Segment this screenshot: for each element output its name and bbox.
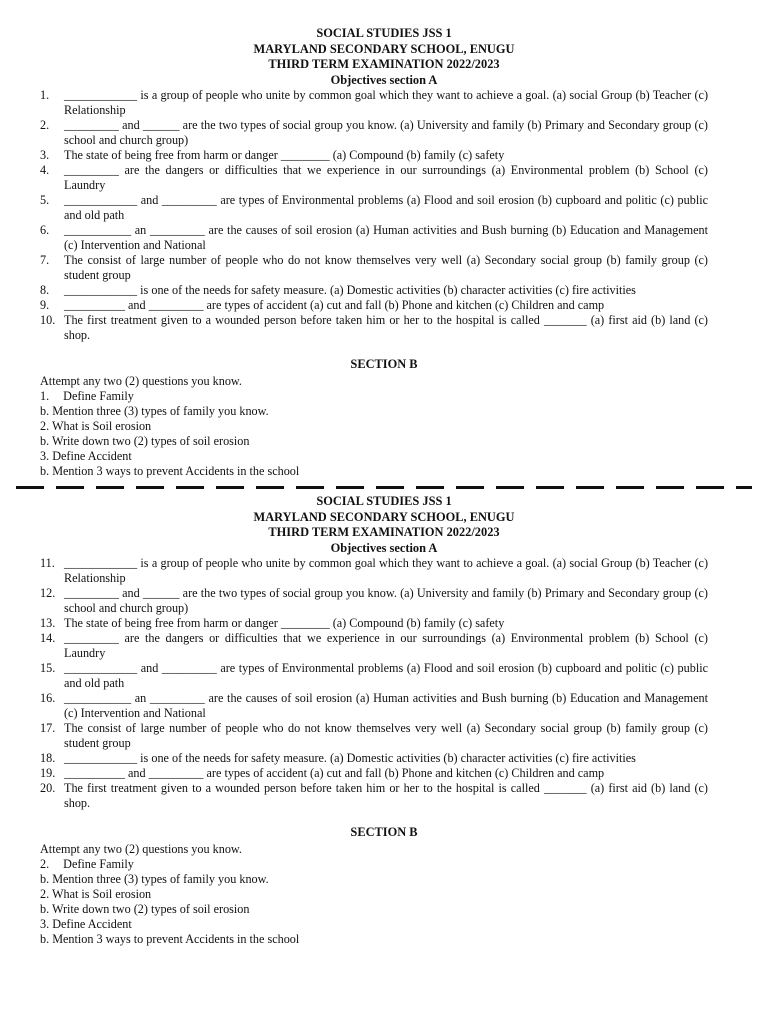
exam-title: THIRD TERM EXAMINATION 2022/2023: [268, 57, 500, 71]
section-a-title: Objectives section A: [330, 72, 438, 87]
section-b-line: b. Mention three (3) types of family you know.: [40, 404, 269, 418]
section-b-line: b. Write down two (2) types of soil erosion: [40, 902, 250, 916]
section-b-line: 2. What is Soil erosion: [40, 887, 152, 901]
question-text: ___________ an _________ are the causes of soil erosion (a) Human activities and Bush burning (b) Education and Management (c) Intervention and National: [64, 223, 708, 252]
question-item: [0, 586, 768, 616]
question-item: [0, 283, 768, 298]
section-b-instruction: Attempt any two (2) questions you know.: [40, 374, 242, 388]
question-item: [0, 616, 768, 631]
question-number: 14.: [40, 631, 56, 645]
question-number: 9.: [40, 298, 50, 312]
question-item: [0, 691, 768, 721]
question-item: [0, 88, 768, 118]
question-text: The first treatment given to a wounded person before taken him or her to the hospital is called _______ (a) first aid (b) land (c) shop.: [64, 313, 708, 342]
question-item: [0, 766, 768, 781]
section-b-body: [0, 374, 768, 479]
section-b-instruction: Attempt any two (2) questions you know.: [40, 842, 242, 856]
section-b-text: Define Family: [63, 389, 134, 403]
question-text: _________ are the dangers or difficulties that we experience in our surroundings (a) Environmental problem (b) School (c) Laundry: [64, 631, 708, 660]
question-number: 10.: [40, 313, 56, 327]
school-name: MARYLAND SECONDARY SCHOOL, ENUGU: [253, 509, 515, 524]
subject-title: SOCIAL STUDIES JSS 1: [316, 494, 452, 508]
question-text: ____________ and _________ are types of Environmental problems (a) Flood and soil erosion (b) cupboard and politic (c) public and old path: [64, 661, 708, 690]
section-b-line: b. Mention three (3) types of family you know.: [40, 872, 269, 886]
question-item: [0, 631, 768, 661]
section-b-line: 3. Define Accident: [40, 449, 132, 463]
question-item: [0, 163, 768, 193]
question-number: 11.: [40, 556, 55, 570]
section-b-text: Define Family: [63, 857, 134, 871]
question-item: [0, 193, 768, 223]
question-text: _________ and ______ are the two types of social group you know. (a) University and family (b) Primary and Secondary group (c) school and church group): [64, 586, 708, 615]
question-item: [0, 751, 768, 766]
question-number: 5.: [40, 193, 50, 207]
question-text: ____________ is one of the needs for safety measure. (a) Domestic activities (b) character activities (c) fire activities: [64, 751, 636, 765]
section-b-line: [40, 389, 768, 404]
exam-title: THIRD TERM EXAMINATION 2022/2023: [268, 525, 500, 539]
question-number: 7.: [40, 253, 50, 267]
question-item: [0, 556, 768, 586]
question-text: The first treatment given to a wounded person before taken him or her to the hospital is called _______ (a) first aid (b) land (c) shop.: [64, 781, 708, 810]
question-text: The consist of large number of people who do not know themselves very well (a) Secondary social group (b) family group (c) student group: [64, 721, 708, 750]
question-number: 19.: [40, 766, 56, 780]
objective-questions-list: [0, 88, 768, 343]
question-text: ____________ is one of the needs for safety measure. (a) Domestic activities (b) character activities (c) fire activities: [64, 283, 636, 297]
question-item: [0, 118, 768, 148]
section-b-title: SECTION B: [350, 825, 418, 839]
section-a-title: Objectives section A: [330, 540, 438, 555]
objective-questions-list: [0, 556, 768, 811]
question-text: _________ and ______ are the two types of social group you know. (a) University and family (b) Primary and Secondary group (c) school and church group): [64, 118, 708, 147]
question-text: The state of being free from harm or danger ________ (a) Compound (b) family (c) safety: [64, 616, 505, 630]
question-text: ____________ is a group of people who unite by common goal which they want to achieve a goal. (a) social Group (b) Teacher (c) Relationship: [64, 556, 708, 585]
question-number: 3.: [40, 148, 50, 162]
question-number: 1.: [40, 88, 50, 102]
section-b-number: 2.: [40, 857, 50, 871]
question-text: ___________ an _________ are the causes of soil erosion (a) Human activities and Bush burning (b) Education and Management (c) Intervention and National: [64, 691, 708, 720]
question-item: [0, 781, 768, 811]
section-b-line: b. Write down two (2) types of soil erosion: [40, 434, 250, 448]
cut-line-divider: [16, 486, 752, 489]
question-number: 18.: [40, 751, 56, 765]
question-item: [0, 313, 768, 343]
school-name: MARYLAND SECONDARY SCHOOL, ENUGU: [253, 41, 515, 56]
section-b-body: [0, 842, 768, 947]
section-b-line: b. Mention 3 ways to prevent Accidents in the school: [40, 932, 300, 946]
question-item: [0, 721, 768, 751]
section-b-line: 3. Define Accident: [40, 917, 132, 931]
question-item: [0, 298, 768, 313]
section-b-line: 2. What is Soil erosion: [40, 419, 152, 433]
question-text: ____________ and _________ are types of Environmental problems (a) Flood and soil erosion (b) cupboard and politic (c) public and old path: [64, 193, 708, 222]
question-number: 2.: [40, 118, 50, 132]
question-item: [0, 253, 768, 283]
question-text: ____________ is a group of people who unite by common goal which they want to achieve a goal. (a) social Group (b) Teacher (c) Relationship: [64, 88, 708, 117]
section-b-number: 1.: [40, 389, 50, 403]
section-b-line: [40, 857, 768, 872]
question-text: _________ are the dangers or difficulties that we experience in our surroundings (a) Environmental problem (b) School (c) Laundry: [64, 163, 708, 192]
question-text: The consist of large number of people who do not know themselves very well (a) Secondary social group (b) family group (c) student group: [64, 253, 708, 282]
question-number: 12.: [40, 586, 56, 600]
question-number: 16.: [40, 691, 56, 705]
section-b-line: b. Mention 3 ways to prevent Accidents in the school: [40, 464, 300, 478]
question-number: 15.: [40, 661, 56, 675]
question-item: [0, 223, 768, 253]
question-text: __________ and _________ are types of accident (a) cut and fall (b) Phone and kitchen (c) Children and camp: [64, 766, 605, 780]
question-number: 8.: [40, 283, 50, 297]
question-number: 6.: [40, 223, 50, 237]
question-number: 20.: [40, 781, 56, 795]
section-b-title: SECTION B: [350, 357, 418, 371]
question-item: [0, 661, 768, 691]
question-text: The state of being free from harm or danger ________ (a) Compound (b) family (c) safety: [64, 148, 505, 162]
question-text: __________ and _________ are types of accident (a) cut and fall (b) Phone and kitchen (c) Children and camp: [64, 298, 605, 312]
exam-sheet-top: [0, 26, 768, 479]
question-number: 4.: [40, 163, 50, 177]
question-item: [0, 148, 768, 163]
exam-sheet-bottom: [0, 494, 768, 947]
question-number: 13.: [40, 616, 56, 630]
subject-title: SOCIAL STUDIES JSS 1: [316, 26, 452, 40]
question-number: 17.: [40, 721, 56, 735]
